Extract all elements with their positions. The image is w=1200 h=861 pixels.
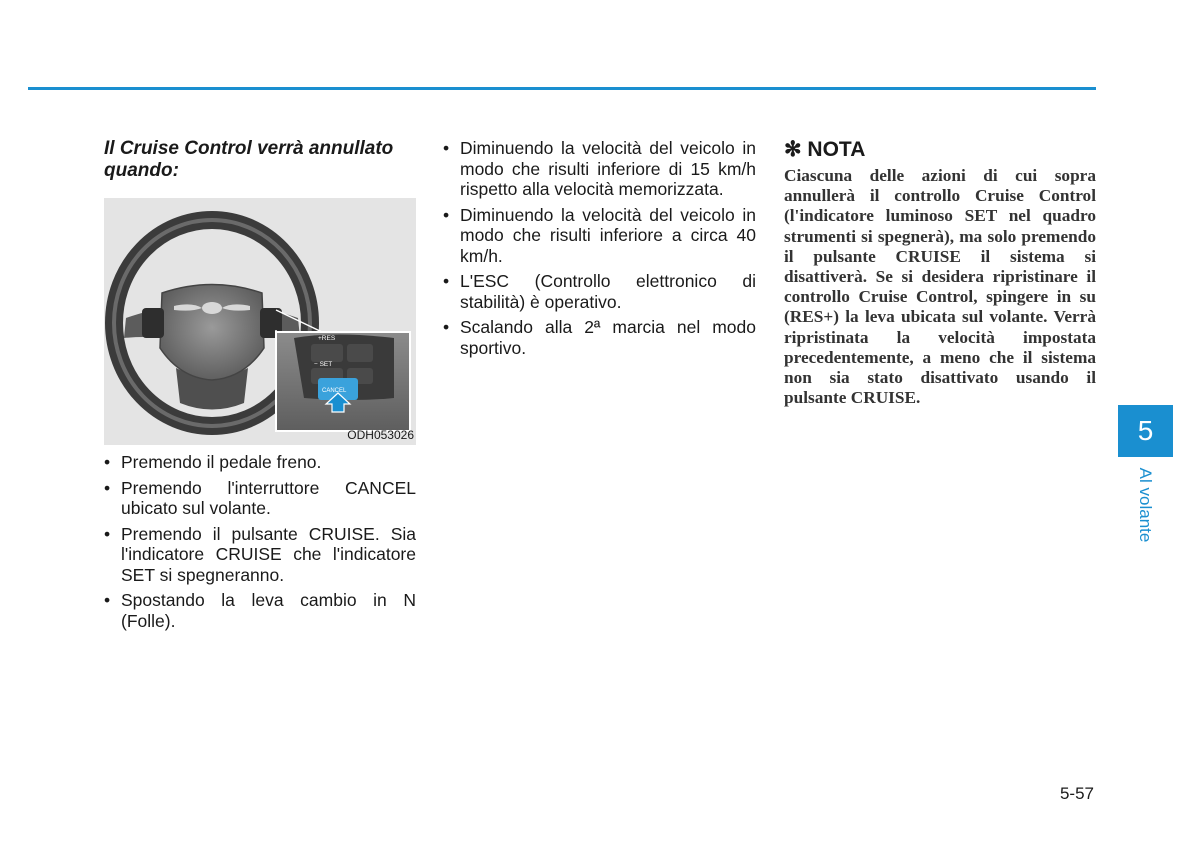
left-switch-cluster xyxy=(142,308,164,338)
steering-wheel-illustration xyxy=(104,198,416,445)
chapter-number-tab: 5 xyxy=(1118,405,1173,457)
wheel-hub xyxy=(160,285,264,381)
list-item: • Diminuendo la velocità del veicolo in modo che risulti inferiore a circa 40 km/h. xyxy=(443,205,756,267)
page-number: 5-57 xyxy=(1059,784,1094,803)
list-item: • Premendo il pedale freno. xyxy=(104,452,416,473)
cancel-conditions-list-2 xyxy=(443,138,756,358)
steering-wheel-figure xyxy=(104,198,416,445)
cancel-label: CANCEL xyxy=(322,388,347,394)
list-item: • Spostando la leva cambio in N (Folle). xyxy=(104,590,416,631)
list-item: • Diminuendo la velocità del veicolo in modo che risulti inferiore di 15 km/h rispetto alla velocità memorizzata. xyxy=(443,138,756,200)
header-rule xyxy=(28,87,1096,90)
nota-title: ✻ NOTA xyxy=(784,138,866,161)
nota-text: Ciascuna delle azioni di cui sopra annullerà il controllo Cruise Control (l'indicatore luminoso SET nel quadro strumenti si spegnerà), ma solo premendo il pulsante CRUISE il sistema si disattiverà. Se si desidera ripristinare il controllo Cruise Control, spingere in su (RES+) la leva ubicata sul volante. Verrà ripristinata la velocità impostata precedentemente, a meno che il sistema non sia stato disattivato usando il pulsante CRUISE. xyxy=(784,166,1096,408)
list-item: • Scalando alla 2ª marcia nel modo sportivo. xyxy=(443,317,756,358)
section-heading: Il Cruise Control verrà annullato quando: xyxy=(104,138,394,181)
list-item: • L'ESC (Controllo elettronico di stabilità) è operativo. xyxy=(443,271,756,312)
middle-column xyxy=(443,138,756,363)
cruise-switch-inset xyxy=(276,332,410,431)
chapter-label: Al volante xyxy=(1136,467,1155,543)
left-column xyxy=(104,138,416,636)
cancel-conditions-list-1 xyxy=(104,452,416,631)
figure-code: ODH053026 xyxy=(347,428,414,442)
right-column xyxy=(784,138,1096,408)
list-item: • Premendo l'interruttore CANCEL ubicato sul volante. xyxy=(104,478,416,519)
set-label: − SET xyxy=(314,361,333,368)
list-item: • Premendo il pulsante CRUISE. Sia l'indicatore CRUISE che l'indicatore SET si spegneranno. xyxy=(104,524,416,586)
res-label: +RES xyxy=(318,335,336,342)
